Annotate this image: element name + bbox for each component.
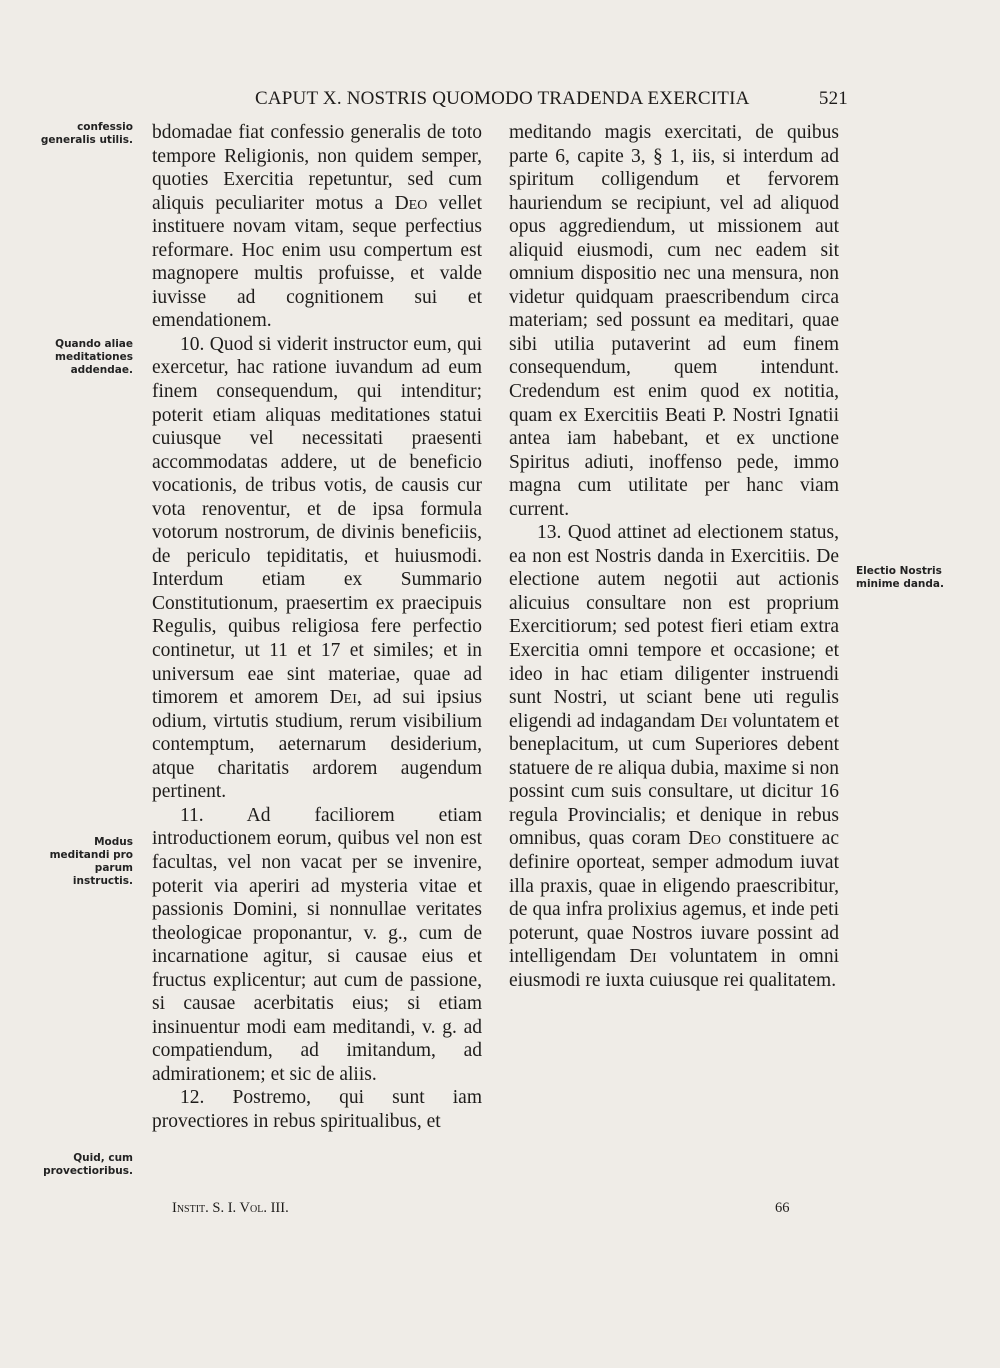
margin-note-confessio: confessio generalis utilis. <box>40 121 133 146</box>
paragraph-confessio: bdomadae fiat confessio generalis de toto tempore Religionis, non quidem semper, quoties Exercitia repetuntur, sed cum aliquis peculiariter motus a Deo vellet instituere novam vitam, seque perfectius reformare. Hoc enim usu compertum est magnopere multis profuisse, et valde iuvisse ad cognitionem sui et emendationem. <box>152 122 482 332</box>
margin-note-modus-meditandi: Modus meditandi pro parum instructis. <box>49 836 133 887</box>
paragraph-12-continued: meditando magis exercitati, de quibus parte 6, capite 3, § 1, iis, si interdum ad spiritum colligendum et fervorem hauriendum se recipiunt, vel ad aliquod opus aggrediendum, ut missionem aut aliquid eiusmodi, cum nec eadem sit omnium dispositio nec una mensura, non videtur quidquam praescribendum circa materiam; sed possunt ea meditari, quae sibi utilia putaverint ad eum finem consequendum, quem intendunt. Credendum est enim quod ex notitia, quam ex Exercitiis Beati P. Nostri Ignatii antea iam habebant, et ex unctione Spiritus adiuti, inoffenso pede, immo magna cum utilitate per hanc viam current. <box>509 122 839 520</box>
page-number: 521 <box>818 88 848 109</box>
paragraph-13: 13. Quod attinet ad electionem status, ea non est Nostris danda in Exercitiis. De electione autem negotii aut actionis alicuius consultare non est proprium Exercitiorum; sed potest fieri etiam extra Exercitia omni tempore et occasione; et ideo in hac etiam diligenter instruendi sunt Nostri, ut sciant bene uti regulis eligendi ad indagandam Dei voluntatem et beneplacitum, ut cum Superiores debent statuere de re aliqua dubia, maxime si non possint cum suis consultare, ut dicitur 16 regula Provincialis; et denique in rebus omnibus, quas coram Deo constituere ac definire oporteat, semper admodum iuvat illa praxis, quae in eligendo praescribitur, de qua infra prolixius agemus, et inde peti poterunt, quae Nostros iuvare possint ad intelligendam Dei voluntatem in omni eiusmodi re iuxta cuiusque rei qualitatem. <box>509 522 840 991</box>
margin-note-provectioribus: Quid, cum provectioribus. <box>43 1152 133 1177</box>
printer-signature: Instit. S. I. Vol. III. <box>172 1200 289 1216</box>
margin-note-quando-aliae: Quando aliae meditationes addendae. <box>55 338 133 376</box>
running-title: CAPUT X. NOSTRIS QUOMODO TRADENDA EXERCITIA <box>255 88 750 109</box>
signature-number: 66 <box>775 1200 790 1216</box>
left-text-column <box>152 121 482 1134</box>
right-text-column <box>509 121 839 992</box>
margin-note-electio: Electio Nostris minime danda. <box>856 565 944 590</box>
paragraph-12: 12. Postremo, qui sunt iam provectiores in rebus spiritualibus, et <box>152 1087 482 1132</box>
paragraph-10: 10. Quod si viderit instructor eum, qui exercetur, hac ratione iuvandum ad eum finem consequendum, qui intenditur; poterit etiam aliquas meditationes statui cuiusque vel necessitati praesenti accommodatas addere, ut de beneficio vocationis, de tribus votis, de causis cur vota renoventur, et de ipsa formula votorum nostrorum, de divinis beneficiis, de periculo tepiditatis, et huiusmodi. Interdum etiam ex Summario Constitutionum, praesertim ex praecipuis Regulis, quibus religiosa fere perfectio continetur, ut 11 et 17 et similes; et in universum eae sint materiae, quae ad timorem et amorem Dei, ad sui ipsius odium, virtutis studium, rerum visibilium contemptum, aeternarum desiderium, atque charitatis ardorem augendum pertinent. <box>152 333 482 803</box>
running-header <box>150 88 850 116</box>
paragraph-11: 11. Ad faciliorem etiam introductionem eorum, quibus vel non est facultas, vel non vacat per se invenire, poterit via aperiri ad mysteria vitae et passionis Domini, si nonnullae veritates theologicae proponantur, v. g., cum de incarnatione agitur, si causae eius et fructus explicentur; aut cum de passione, si causae acerbitatis eius; si etiam insinuentur modi eam meditandi, v. g. ad compatiendum, ad imitandum, ad admirationem; et sic de aliis. <box>152 804 482 1085</box>
